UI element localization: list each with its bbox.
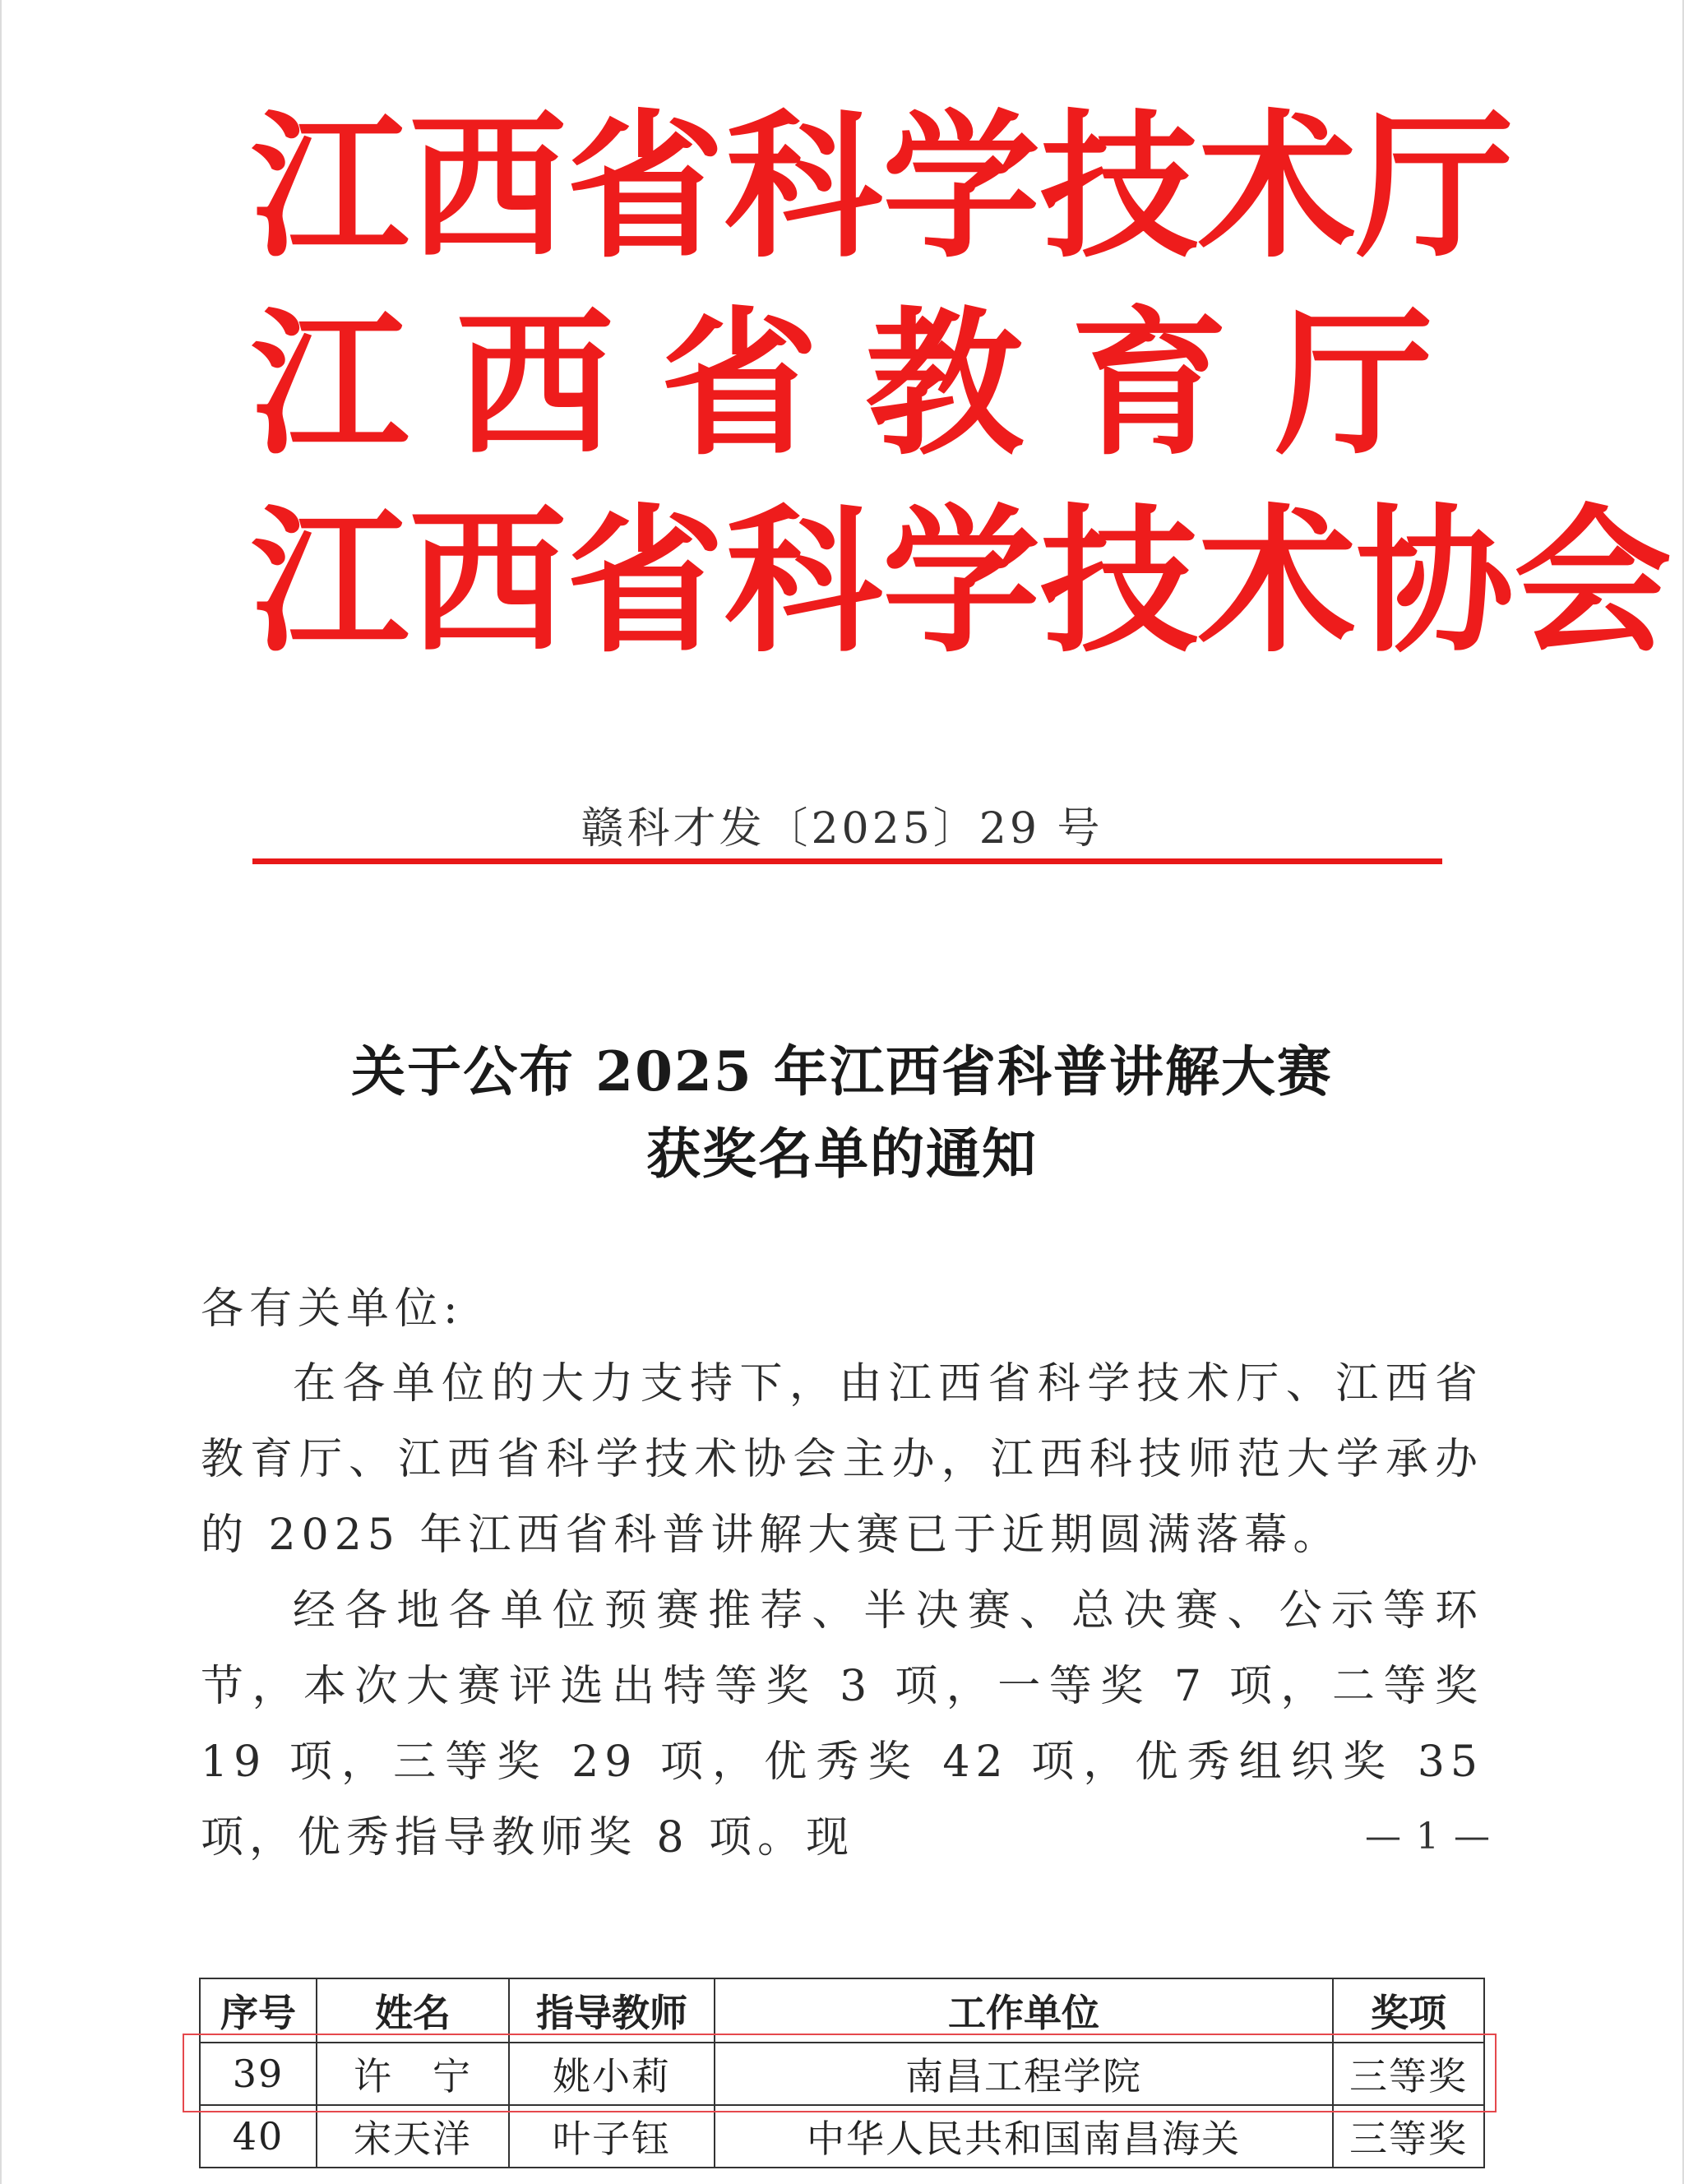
org-char: 教 — [865, 292, 1024, 477]
cell-organization: 中华人民共和国南昌海关 — [715, 2105, 1333, 2168]
org-char: 术 — [1198, 489, 1356, 674]
org-name-science-technology-dept — [251, 95, 1514, 280]
org-char: 厅 — [1356, 95, 1514, 280]
cell-award: 三等奖 — [1333, 2105, 1484, 2168]
body-paragraph-2: 经各地各单位预赛推荐、半决赛、总决赛、公示等环节，本次大赛评选出特等奖 3 项，一等奖 7 项，二等奖 19 项，三等奖 29 项，优秀奖 42 项，优秀组织奖 35 项，优秀指导教师奖 8 项。现 — [201, 1586, 1483, 1862]
org-char: 科 — [724, 489, 882, 674]
table-row — [200, 2043, 1484, 2105]
org-char: 江 — [251, 489, 409, 674]
red-divider-line — [252, 858, 1442, 864]
org-char: 江 — [251, 95, 409, 280]
org-char: 协 — [1356, 489, 1514, 674]
cell-name: 宋天洋 — [317, 2105, 509, 2168]
table-header-row — [200, 1978, 1484, 2043]
org-char: 育 — [1070, 292, 1228, 477]
page-number: — 1 — — [1365, 1816, 1492, 1858]
document-title-line-2: 获奖名单的通知 — [646, 1122, 1038, 1186]
org-char: 省 — [660, 292, 819, 477]
org-name-science-association — [251, 489, 1672, 674]
cell-index: 40 — [200, 2105, 317, 2168]
org-char: 技 — [1040, 95, 1198, 280]
header-organization: 工作单位 — [715, 1978, 1333, 2043]
org-char: 西 — [456, 292, 614, 477]
org-char: 厅 — [1275, 292, 1433, 477]
document-number: 赣科才发〔2025〕29 号 — [581, 804, 1103, 854]
cell-index: 39 — [200, 2043, 317, 2105]
org-char: 西 — [409, 95, 567, 280]
salutation: 各有关单位: — [201, 1284, 464, 1334]
header-advisor: 指导教师 — [509, 1978, 715, 2043]
award-table — [199, 1978, 1485, 2168]
header-name: 姓名 — [317, 1978, 509, 2043]
org-char: 科 — [724, 95, 882, 280]
cell-organization: 南昌工程学院 — [715, 2043, 1333, 2105]
org-name-education-dept — [251, 294, 1433, 475]
document-title-line-1: 关于公布 2025 年江西省科普讲解大赛 — [351, 1039, 1333, 1104]
org-char: 江 — [251, 292, 409, 477]
table-row — [200, 2105, 1484, 2168]
org-char: 省 — [567, 95, 724, 280]
cell-advisor: 姚小莉 — [509, 2043, 715, 2105]
body-paragraph-1: 在各单位的大力支持下，由江西省科学技术厅、江西省教育厅、江西省科学技术协会主办，江西科技师范大学承办的 2025 年江西省科普讲解大赛已于近期圆满落幕。 — [201, 1359, 1483, 1560]
cell-advisor: 叶子钰 — [509, 2105, 715, 2168]
org-char: 省 — [567, 489, 724, 674]
org-char: 西 — [409, 489, 567, 674]
header-award: 奖项 — [1333, 1978, 1484, 2043]
header-index: 序号 — [200, 1978, 317, 2043]
cell-name: 许 宁 — [317, 2043, 509, 2105]
org-char: 术 — [1198, 95, 1356, 280]
org-char: 学 — [882, 95, 1040, 280]
cell-award: 三等奖 — [1333, 2043, 1484, 2105]
org-char: 学 — [882, 489, 1040, 674]
org-char: 技 — [1040, 489, 1198, 674]
org-char: 会 — [1514, 489, 1672, 674]
